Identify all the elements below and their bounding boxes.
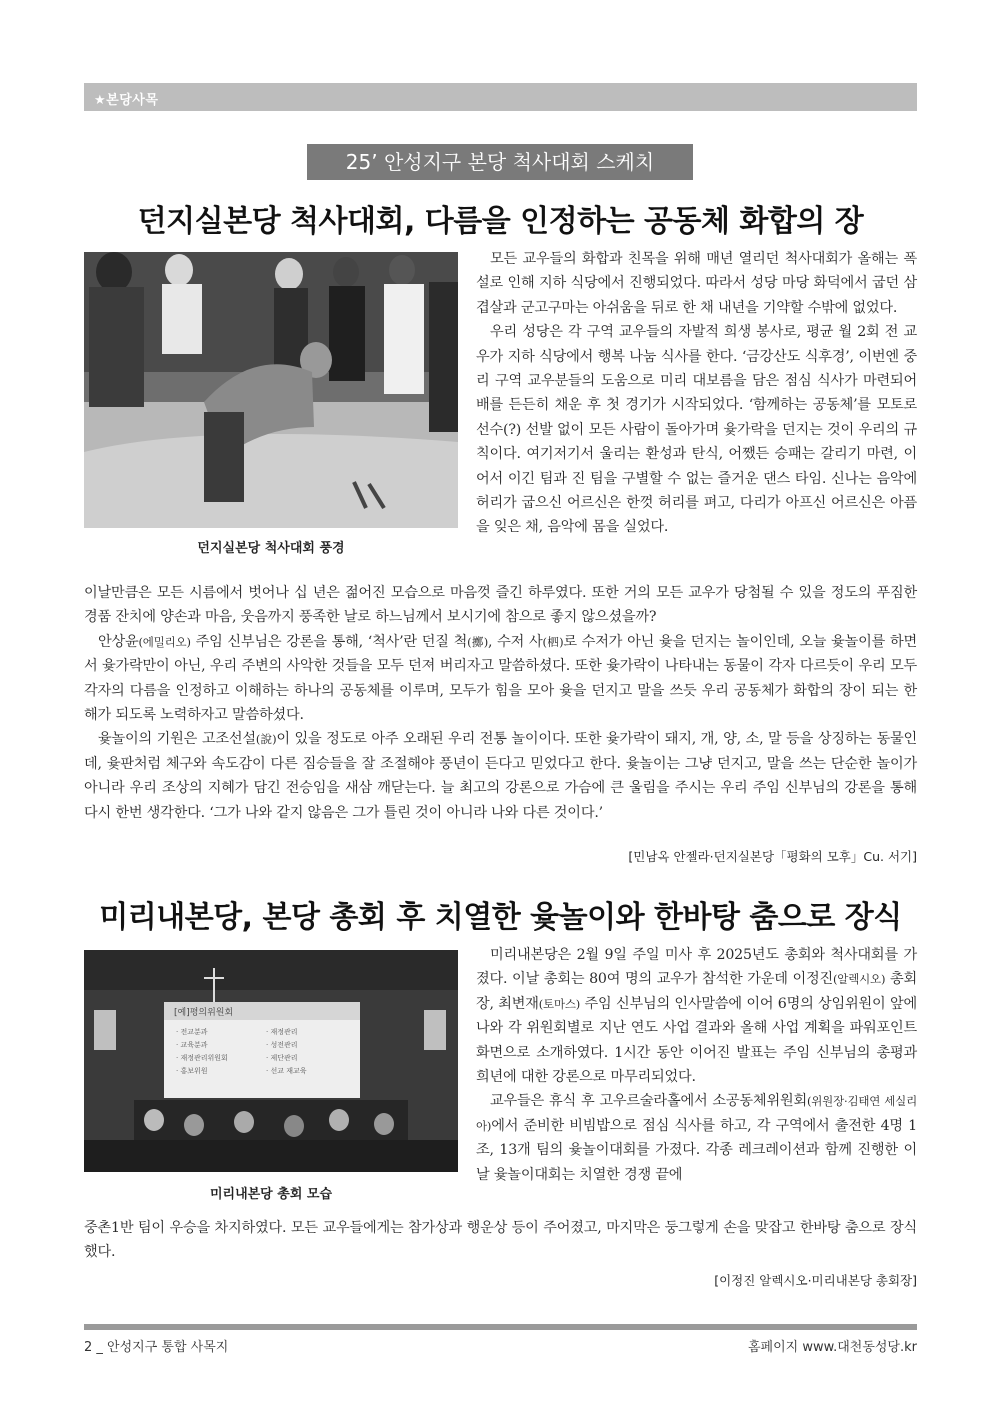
baptismal-name: (알렉시오) [833,972,886,987]
footer-page-label: 2 _ 안성지구 통합 사목지 [84,1340,229,1355]
hanja-note: (說) [255,732,277,747]
text-run: 주임 신부님의 인사말씀에 이어 6명의 상임위원이 앞에 나와 각 위원회별로 지난 연도 사업 결과와 올해 사업 계획을 파워포인트 화면으로 소개하였다. 1시간 동안 이어진 발표는 주임 신부님의 총평과 희년에 대한 강론으로 마무리되었다. [476,995,917,1086]
article1-paragraph-1: 모든 교우들의 화합과 친목을 위해 매년 열리던 척사대회가 올해는 폭설로 인해 지하 식당에서 진행되었다. 따라서 성당 마당 화덕에서 굽던 삼겹살과 군고구마는 아쉬움을 뒤로 한 채 내년을 기약할 수밖에 없었다. [476,251,917,316]
text-run: 안상윤 [98,633,139,650]
text-run: 윷놀이의 기원은 고조선설 [98,731,256,748]
article2-byline: [이정진 알렉시오·미리내본당 총회장] [714,1273,917,1288]
baptismal-name: (토마스) [538,996,581,1011]
article1-full-text [84,581,917,825]
section-label: ★본당사목 [94,93,159,108]
footer-homepage-link[interactable]: 홈페이지 www.대천동성당.kr [748,1340,917,1355]
slide-list-item: · 홍보위원 [176,1067,208,1075]
text-run: 미리내본당은 2월 9일 주일 미사 후 2025년도 총회와 척사대회를 가졌다. 이날 총회는 80여 명의 교우가 참석한 가운데 이정진 [476,947,917,988]
slide-list-item: · 교육분과 [176,1041,208,1049]
footer-divider [84,1324,917,1330]
text-run: 주임 신부님은 강론을 통해, ‘척사’란 던질 척 [190,633,468,650]
text-run: , 수저 사 [488,633,543,650]
article2-column-text [476,943,917,1187]
slide-list-item: · 전교분과 [176,1028,208,1036]
article1-photo [84,252,458,528]
article1-banner: 25’ 안성지구 본당 척사대회 스케치 [307,144,693,180]
slide-title: [예]평의위원회 [174,1008,234,1018]
yutnori-photo-illustration [84,252,458,528]
article1-byline: [민남옥 안젤라·던지실본당「평화의 모후」Cu. 서기] [628,849,917,864]
slide-list-item: · 선교 재교육 [266,1067,307,1075]
article2-paragraph-2 [476,1089,917,1187]
article1-photo-caption: 던지실본당 척사대회 풍경 [197,541,345,556]
article1-paragraph-2: 우리 성당은 각 구역 교우들의 자발적 희생 봉사로, 평균 월 2회 전 교우가 지하 식당에서 행복 나눔 식사를 한다. ‘금강산도 식후경’, 이번엔 중리 구역 교우분들의 도움으로 미리 대보름을 담은 점심 식사가 마련되어 배를 든든히 채운 후 첫 경기가 시작되었다. ‘함께하는 공동체’를 모토로 선수(?) 선발 없이 모든 사람이 돌아가며 윷가락을 던지는 것이 우리의 규칙이다. 여기저기서 울리는 환성과 탄식, 어쨌든 승패는 갈리기 마련, 이어서 이긴 팀과 진 팀을 구별할 수 없는 즐거운 댄스 타임. 신나는 음악에 허리가 굽으신 어르신은 한껏 허리를 펴고, 다리가 아프신 어르신은 아픔을 잊은 채, 음악에 몸을 실었다. [476,324,917,536]
article2-paragraph-1 [476,943,917,1089]
article2-title: 미리내본당, 본당 총회 후 치열한 윷놀이와 한바탕 춤으로 장식 [99,900,902,935]
article2-photo-caption: 미리내본당 총회 모습 [209,1187,333,1202]
article2-photo [84,950,458,1172]
article1-paragraph-4 [84,727,917,825]
article1-paragraph-3 [84,630,917,728]
section-header-bar [84,83,917,111]
article2-paragraph-2-continued: 중촌1반 팀이 우승을 차지하였다. 모든 교우들에게는 참가상과 행운상 등이 주어졌고, 마지막은 둥그렇게 손을 맞잡고 한바탕 춤으로 장식했다. [84,1220,917,1261]
article1-column-text [476,247,917,540]
article1-paragraph-2-continued: 이날만큼은 모든 시름에서 벗어나 십 년은 젊어진 모습으로 마음껏 즐긴 하루였다. 또한 거의 모든 교우가 당첨될 수 있을 정도의 푸짐한 경품 잔치에 양손과 마음, 웃음까지 풍족한 날로 하느님께서 보시기에 참으로 좋지 않으셨을까? [84,585,917,626]
text-run: 에서 준비한 비빔밥으로 점심 식사를 하고, 각 구역에서 출전한 4명 1조, 13개 팀의 윷놀이대회를 가졌다. 각종 레크레이션과 함께 진행한 이날 윷놀이대회는 치열한 경쟁 끝에 [476,1117,917,1183]
hanja-note: (擲) [467,634,488,649]
chairperson-note: (위원장·김태연 세실리아) [476,1094,917,1133]
hanja-note: (柶) [542,634,564,649]
text-run: 교우들은 휴식 후 고우르술라홀에서 소공동체위원회 [490,1093,807,1110]
baptismal-name: (에밀리오) [138,634,191,649]
slide-list-right [266,1026,307,1078]
text-run: 총회장, 최변재 [476,971,917,1012]
article1-title: 던지실본당 척사대회, 다름을 인정하는 공동체 화합의 장 [137,204,864,239]
text-run: 로 수저가 아닌 윷을 던지는 놀이인데, 오늘 윷놀이를 하면서 윷가락만이 아닌, 우리 주변의 사악한 것들을 모두 던져 버리자고 말씀하셨다. 또한 윷가락이 나타내는 동물이 각자 다르듯이 우리 모두 각자의 다름을 인정하고 이해하는 하나의 공동체를 이루며, 모두가 힘을 모아 윷을 던지고 말을 쓰듯 우리 공동체가 화합의 장이 되는 한 해가 되도록 노력하자고 말씀하셨다. [84,633,918,724]
article2-full-text [84,1216,917,1265]
slide-list-item: · 제단관리 [266,1054,298,1062]
slide-list-item: · 재정관리위원회 [176,1054,228,1062]
slide-list-left [176,1026,228,1078]
slide-list-item: · 성전관리 [266,1041,298,1049]
text-run: 이 있을 정도로 아주 오래된 우리 전통 놀이이다. 또한 윷가락이 돼지, 개, 양, 소, 말 등을 상징하는 동물인데, 윷판처럼 체구와 속도감이 다른 짐승들을 잘 조절해야 풍년이 든다고 믿었다고 한다. 윷놀이는 그냥 던지고, 말을 쓰는 단순한 놀이가 아니라 우리 조상의 지혜가 담긴 전승임을 새삼 깨닫는다. 늘 최고의 강론으로 가슴에 큰 울림을 주시는 우리 주임 신부님의 강론을 통해 다시 한번 생각한다. ‘그가 나와 같지 않음은 그가 틀린 것이 아니라 나와 다른 것이다.’ [84,731,917,821]
slide-list-item: · 재정관리 [266,1028,298,1036]
